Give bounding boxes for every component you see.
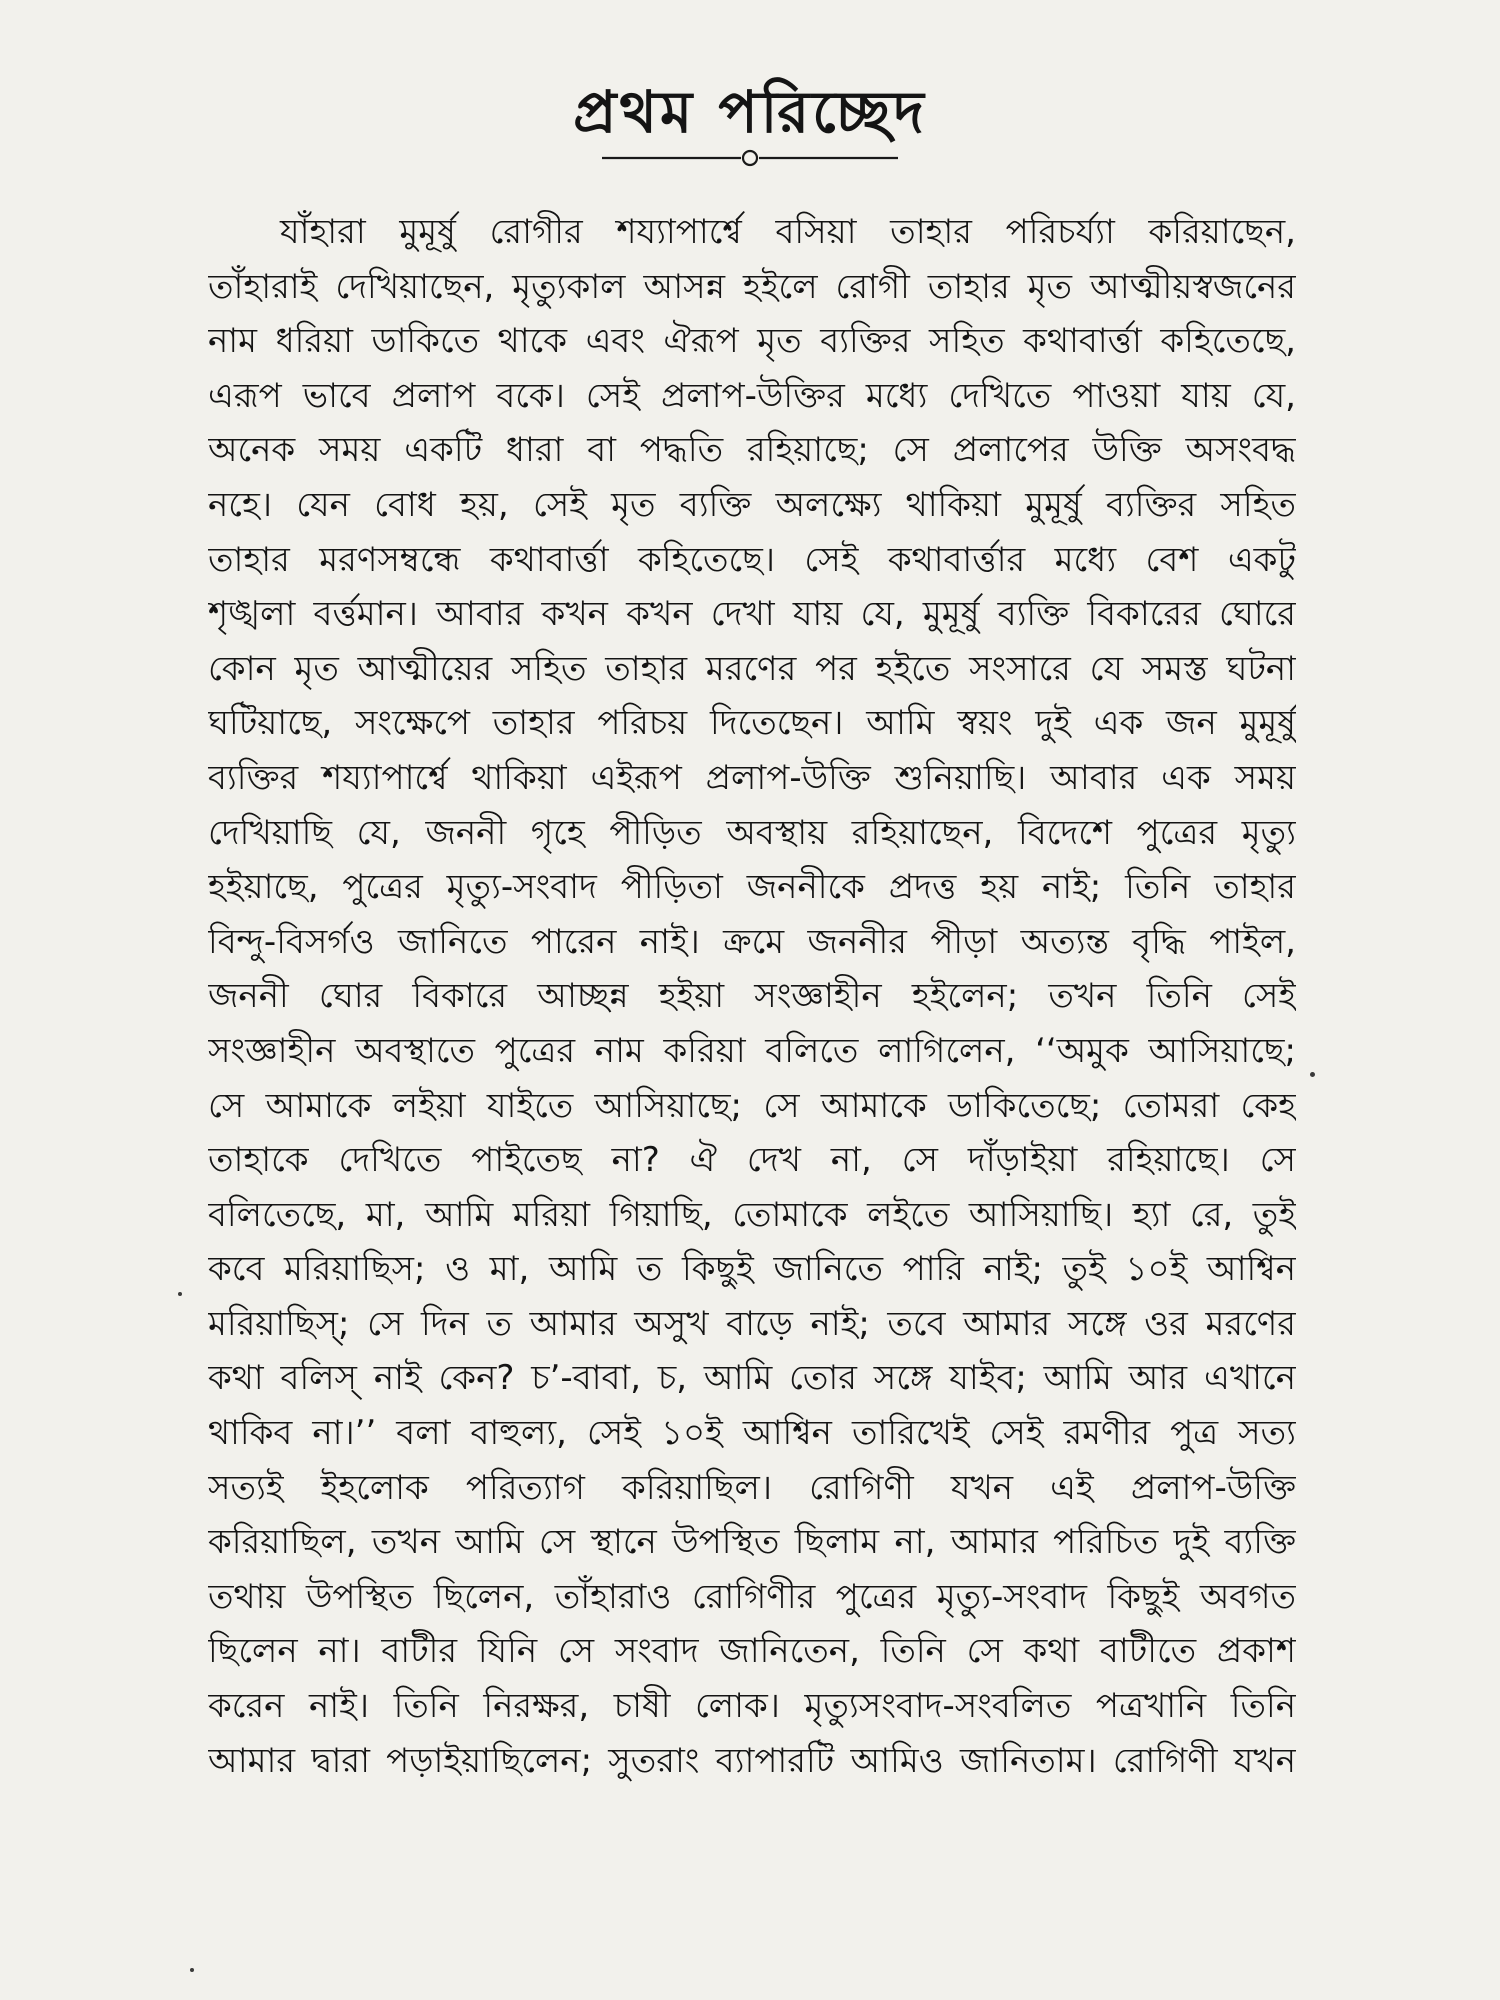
- text-line: শৃঙ্খলা বর্ত্তমান। আবার কখন কখন দেখা যায় যে, মুমূর্ষু ব্যক্তি বিকারের ঘোরে: [208, 594, 1296, 635]
- text-line: ঘটিয়াছে, সংক্ষেপে তাহার পরিচয় দিতেছেন। আমি স্বয়ং দুই এক জন মুমূর্ষু: [208, 703, 1296, 744]
- text-line: বলিতেছে, মা, আমি মরিয়া গিয়াছি, তোমাকে লইতে আসিয়াছি। হ্যা রে, তুই: [208, 1194, 1296, 1235]
- text-line: বিন্দু-বিসর্গও জানিতে পারেন নাই। ক্রমে জননীর পীড়া অত্যন্ত বৃদ্ধি পাইল,: [208, 921, 1296, 962]
- text-line: এরূপ ভাবে প্রলাপ বকে। সেই প্রলাপ-উক্তির মধ্যে দেখিতে পাওয়া যায় যে,: [208, 375, 1296, 416]
- text-line: করিয়াছিল, তখন আমি সে স্থানে উপস্থিত ছিলাম না, আমার পরিচিত দুই ব্যক্তি: [208, 1522, 1296, 1563]
- text-line: জননী ঘোর বিকারে আচ্ছন্ন হইয়া সংজ্ঞাহীন হইলেন; তখন তিনি সেই: [208, 976, 1296, 1017]
- text-line: সত্যই ইহলোক পরিত্যাগ করিয়াছিল। রোগিণী যখন এই প্রলাপ-উক্তি: [208, 1467, 1296, 1508]
- text-line: কথা বলিস্ নাই কেন? চ’-বাবা, চ, আমি তোর সঙ্গে যাইব; আমি আর এখানে: [208, 1358, 1296, 1399]
- text-line: তাহাকে দেখিতে পাইতেছ না? ঐ দেখ না, সে দাঁড়াইয়া রহিয়াছে। সে: [208, 1140, 1296, 1181]
- ornamental-divider: [600, 148, 900, 168]
- text-line: অনেক সময় একটি ধারা বা পদ্ধতি রহিয়াছে; সে প্রলাপের উক্তি অসংবদ্ধ: [208, 430, 1296, 471]
- chapter-title: প্রথম পরিচ্ছেদ: [573, 78, 927, 146]
- print-speck: [190, 1968, 194, 1972]
- text-line: তাহার মরণসম্বন্ধে কথাবার্ত্তা কহিতেছে। সেই কথাবার্ত্তার মধ্যে বেশ একটু: [208, 539, 1296, 580]
- text-line: হইয়াছে, পুত্রের মৃত্যু-সংবাদ পীড়িতা জননীকে প্রদত্ত হয় নাই; তিনি তাহার: [208, 867, 1296, 908]
- text-line: নহে। যেন বোধ হয়, সেই মৃত ব্যক্তি অলক্ষ্যে থাকিয়া মুমূর্ষু ব্যক্তির সহিত: [208, 484, 1296, 525]
- text-line: ছিলেন না। বাটীর যিনি সে সংবাদ জানিতেন, তিনি সে কথা বাটীতে প্রকাশ: [208, 1631, 1296, 1672]
- text-line: কবে মরিয়াছিস; ও মা, আমি ত কিছুই জানিতে পারি নাই; তুই ১০ই আশ্বিন: [208, 1249, 1296, 1290]
- text-line: নাম ধরিয়া ডাকিতে থাকে এবং ঐরূপ মৃত ব্যক্তির সহিত কথাবার্ত্তা কহিতেছে,: [208, 321, 1296, 362]
- print-speck: [1310, 1072, 1315, 1077]
- chapter-body-text: [208, 205, 1296, 1788]
- text-line: সংজ্ঞাহীন অবস্থাতে পুত্রের নাম করিয়া বলিতে লাগিলেন, ‘‘অমুক আসিয়াছে;: [208, 1030, 1296, 1071]
- text-line: আমার দ্বারা পড়াইয়াছিলেন; সুতরাং ব্যাপারটি আমিও জানিতাম। রোগিণী যখন: [208, 1740, 1296, 1781]
- text-line: করেন নাই। তিনি নিরক্ষর, চাষী লোক। মৃত্যুসংবাদ-সংবলিত পত্রখানি তিনি: [208, 1686, 1296, 1727]
- text-line: সে আমাকে লইয়া যাইতে আসিয়াছে; সে আমাকে ডাকিতেছে; তোমরা কেহ: [208, 1085, 1296, 1126]
- text-line: তথায় উপস্থিত ছিলেন, তাঁহারাও রোগিণীর পুত্রের মৃত্যু-সংবাদ কিছুই অবগত: [208, 1576, 1296, 1617]
- print-speck: [178, 1292, 182, 1296]
- text-line: তাঁহারাই দেখিয়াছেন, মৃত্যুকাল আসন্ন হইলে রোগী তাহার মৃত আত্মীয়স্বজনের: [208, 266, 1296, 307]
- text-line: কোন মৃত আত্মীয়ের সহিত তাহার মরণের পর হইতে সংসারে যে সমস্ত ঘটনা: [208, 648, 1296, 689]
- text-line: দেখিয়াছি যে, জননী গৃহে পীড়িত অবস্থায় রহিয়াছেন, বিদেশে পুত্রের মৃত্যু: [208, 812, 1296, 853]
- text-line: মরিয়াছিস্; সে দিন ত আমার অসুখ বাড়ে নাই; তবে আমার সঙ্গে ওর মরণের: [208, 1303, 1296, 1344]
- text-line: ব্যক্তির শয্যাপার্শ্বে থাকিয়া এইরূপ প্রলাপ-উক্তি শুনিয়াছি। আবার এক সময়: [208, 757, 1296, 798]
- divider-ornament-circle: [743, 151, 757, 165]
- text-line: থাকিব না।’’ বলা বাহুল্য, সেই ১০ই আশ্বিন তারিখেই সেই রমণীর পুত্র সত্য: [208, 1413, 1296, 1454]
- text-line: যাঁহারা মুমূর্ষু রোগীর শয্যাপার্শ্বে বসিয়া তাহার পরিচর্য্যা করিয়াছেন,: [280, 212, 1296, 252]
